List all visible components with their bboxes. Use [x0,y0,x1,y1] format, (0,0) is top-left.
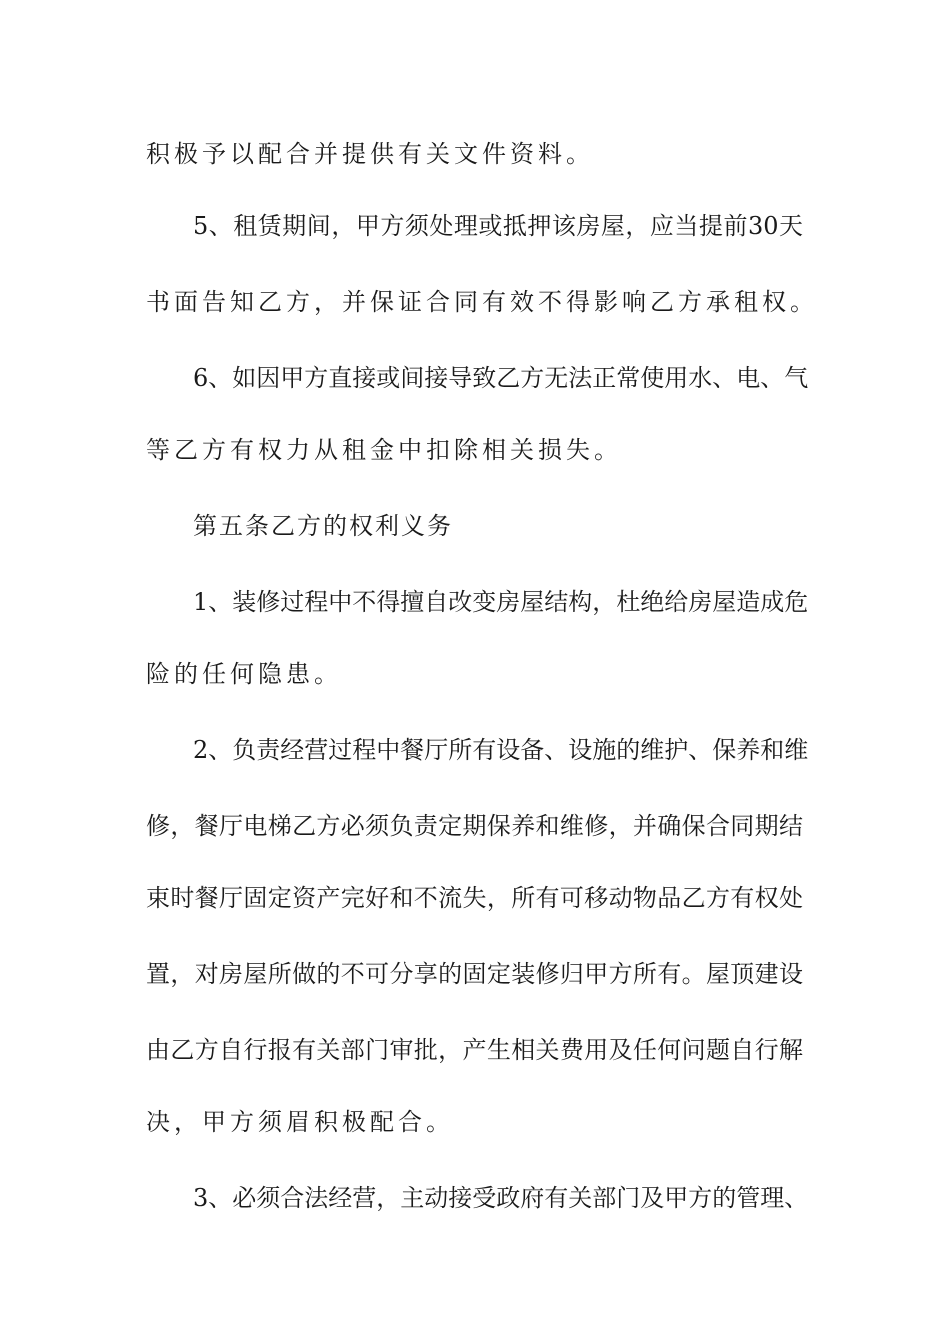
section-heading: 第五条乙方的权利义务 [193,512,453,540]
text-line: 决，甲方须眉积极配合。 [146,1108,454,1136]
text-line: 束时餐厅固定资产完好和不流失，所有可移动物品乙方有权处 [146,884,803,912]
text-line: 险的任何隐患。 [146,660,342,688]
text-line: 1、装修过程中不得擅自改变房屋结构，杜绝给房屋造成危 [193,588,809,616]
text-line: 修，餐厅电梯乙方必须负责定期保养和维修，并确保合同期结 [146,812,803,840]
text-line: 由乙方自行报有关部门审批，产生相关费用及任何问题自行解 [146,1036,803,1064]
text-line: 书面告知乙方，并保证合同有效不得影响乙方承租权。 [146,288,818,316]
text-line: 2、负责经营过程中餐厅所有设备、设施的维护、保养和维 [193,736,809,764]
text-line: 5、租赁期间，甲方须处理或抵押该房屋，应当提前30天 [193,212,803,240]
text-line: 3、必须合法经营，主动接受政府有关部门及甲方的管理、 [193,1184,809,1212]
text-line: 6、如因甲方直接或间接导致乙方无法正常使用水、电、气 [193,364,809,392]
text-line: 积极予以配合并提供有关文件资料。 [146,140,594,168]
text-line: 等乙方有权力从租金中扣除相关损失。 [146,436,622,464]
text-line: 置，对房屋所做的不可分享的固定装修归甲方所有。屋顶建设 [146,960,803,988]
